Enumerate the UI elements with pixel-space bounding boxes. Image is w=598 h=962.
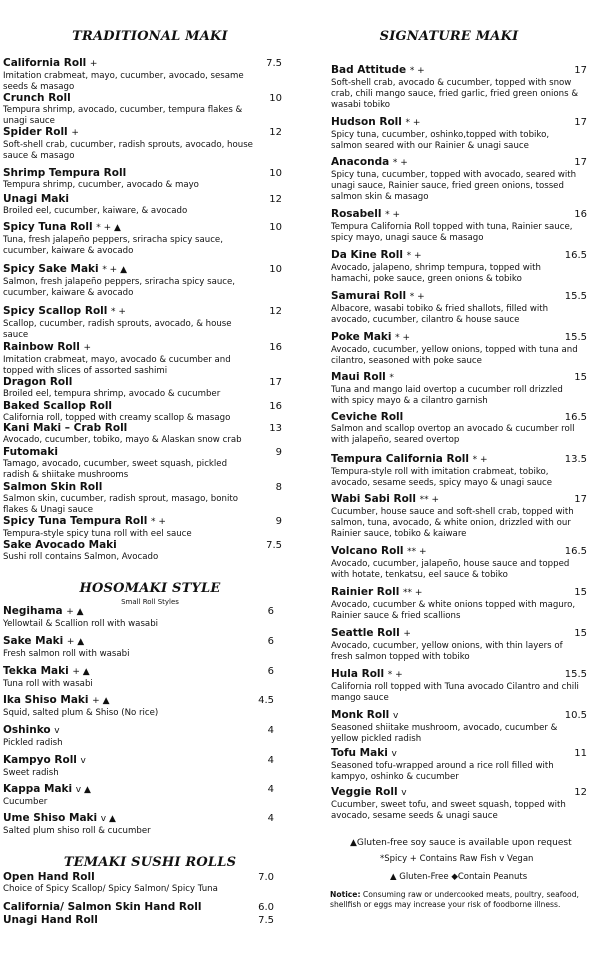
signature-item-seattle-roll <box>331 627 581 663</box>
item-price: 17 <box>574 65 587 76</box>
legend-line-1: *Spicy + Contains Raw Fish v Vegan <box>380 854 534 864</box>
item-name-text: Anaconda <box>331 156 390 168</box>
item-price: 6 <box>267 606 274 617</box>
item-description: Sweet radish <box>3 768 59 778</box>
temaki-heading: TEMAKI SUSHI ROLLS <box>63 855 237 870</box>
item-name <box>331 331 581 345</box>
item-name <box>331 116 581 130</box>
signature-item-poke-maki <box>331 331 581 367</box>
item-name <box>3 446 253 459</box>
item-name-text: Spicy Tuna Tempura Roll <box>3 515 148 527</box>
hosomaki-item-tekka-maki <box>3 665 253 690</box>
item-name <box>331 64 581 78</box>
item-price: 6 <box>267 636 274 647</box>
signature-item-veggie-roll <box>331 786 581 822</box>
item-description: Avocado, cucumber, tobiko, mayo & Alaskan snow crab <box>3 435 242 445</box>
item-description: Avocado, cucumber, yellow onions, topped with tuna and cilantro, seasoned with poke sauce <box>331 345 578 366</box>
item-name-text: Open Hand Roll <box>3 871 95 883</box>
item-name-text: Ume Shiso Maki <box>3 812 98 824</box>
legend-line-2: ▲ Gluten-Free ◆Contain Peanuts <box>390 872 528 882</box>
signature-maki-heading: SIGNATURE MAKI <box>379 29 519 44</box>
traditional-item-crunch-roll <box>3 92 253 127</box>
item-name-text: Spider Roll <box>3 126 68 138</box>
item-symbols: * + <box>111 307 126 317</box>
item-price: 10 <box>269 93 282 104</box>
item-price: 16.5 <box>564 412 587 423</box>
item-price: 7.5 <box>266 540 282 551</box>
item-description: Albacore, wasabi tobiko & fried shallots, filled with avocado, cucumber, cilantro & house sauce <box>331 304 549 325</box>
item-name <box>3 754 253 768</box>
traditional-item-unagi-maki <box>3 193 253 217</box>
item-price: 10 <box>269 222 282 233</box>
hosomaki-subtitle: Small Roll Styles <box>121 598 179 606</box>
item-symbols: * + <box>395 333 411 343</box>
item-name-text: Salmon Skin Roll <box>3 481 103 493</box>
traditional-maki-heading: TRADITIONAL MAKI <box>72 29 228 44</box>
item-symbols: * <box>389 373 394 383</box>
item-name-text: Kampyo Roll <box>3 754 77 766</box>
item-name-text: Kani Maki – Crab Roll <box>3 422 128 434</box>
item-name-text: Futomaki <box>3 446 58 458</box>
item-symbols: * + <box>409 292 425 302</box>
item-name-text: Tekka Maki <box>3 665 69 677</box>
temaki-item-unagi-hand-roll <box>3 914 258 927</box>
item-name-text: Hula Roll <box>331 668 385 680</box>
traditional-item-dragon-roll <box>3 376 253 400</box>
item-description: Imitation crabmeat, mayo, avocado & cucumber and topped with slices of assorted sashimi <box>3 355 231 376</box>
item-name-text: Tofu Maki <box>331 747 388 759</box>
item-name <box>3 724 253 738</box>
item-symbols: + ▲ <box>66 607 84 617</box>
item-name <box>3 422 253 435</box>
item-name <box>331 786 581 800</box>
hosomaki-item-ika-shiso-maki <box>3 694 253 719</box>
hosomaki-item-kappa-maki <box>3 783 253 808</box>
item-name <box>331 156 581 170</box>
item-description: Tuna and mango laid overtop a cucumber roll drizzled with spicy mayo & a cilantro garnish <box>331 385 563 406</box>
item-price: 16.5 <box>564 546 587 557</box>
signature-item-maui-roll <box>331 371 581 407</box>
item-symbols: ** + <box>419 495 440 505</box>
signature-item-bad-attitude <box>331 64 581 111</box>
item-symbols: * + <box>385 210 401 220</box>
item-name <box>331 747 581 761</box>
item-name <box>3 263 253 277</box>
traditional-item-sake-avocado-maki <box>3 539 253 563</box>
item-symbols: + <box>403 629 411 639</box>
item-name-text: Negihama <box>3 605 63 617</box>
notice-text: Consuming raw or undercooked meats, poultry, seafood, shellfish or eggs may increase your risk of foodborne illness. <box>330 890 579 909</box>
item-name-text: Dragon Roll <box>3 376 73 388</box>
item-name <box>3 665 253 679</box>
item-symbols: ** + <box>402 588 423 598</box>
item-name <box>331 668 581 682</box>
signature-item-ceviche-roll <box>331 411 581 446</box>
item-name <box>3 341 253 355</box>
item-description: Pickled radish <box>3 738 63 748</box>
item-description: Tuna roll with wasabi <box>3 679 93 689</box>
item-price: 17 <box>574 494 587 505</box>
item-description: Avocado, cucumber & white onions topped with maguro, Rainier sauce & fried scallions <box>331 600 576 621</box>
item-description: Tamago, avocado, cucumber, sweet squash, pickled radish & shiitake mushrooms <box>3 459 228 480</box>
item-price: 8 <box>275 482 282 493</box>
item-name-text: Sake Maki <box>3 635 64 647</box>
item-description: Salmon skin, cucumber, radish sprout, masago, bonito flakes & Unagi sauce <box>3 494 238 515</box>
item-price: 15.5 <box>564 669 587 680</box>
item-price: 12 <box>269 127 282 138</box>
item-name <box>3 901 258 914</box>
signature-item-wabi-sabi-roll <box>331 493 581 540</box>
item-description: Sushi roll contains Salmon, Avocado <box>3 552 159 562</box>
item-name-text: California/ Salmon Skin Hand Roll <box>3 901 202 913</box>
traditional-item-shrimp-tempura-roll <box>3 167 253 191</box>
item-name-text: Samurai Roll <box>331 290 407 302</box>
item-symbols: + ▲ <box>92 696 110 706</box>
item-price: 15 <box>574 372 587 383</box>
item-name-text: Poke Maki <box>331 331 392 343</box>
item-description: Tempura-style roll with imitation crabmeat, tobiko, avocado, sesame seeds, spicy mayo & unagi sauce <box>331 467 553 488</box>
item-name-text: Da Kine Roll <box>331 249 403 261</box>
item-description: Avocado, cucumber, jalapeño, house sauce and topped with hotate, tenkatsu, eel sauce & tobiko <box>331 559 570 580</box>
item-price: 15 <box>574 628 587 639</box>
item-symbols: + <box>71 128 79 138</box>
item-symbols: * + <box>409 66 425 76</box>
item-price: 7.5 <box>266 58 282 69</box>
item-name <box>3 57 253 71</box>
traditional-item-spicy-tuna-roll <box>3 221 253 257</box>
item-name-text: Spicy Sake Maki <box>3 263 99 275</box>
signature-item-anaconda <box>331 156 581 203</box>
item-price: 10 <box>269 168 282 179</box>
item-name <box>3 635 253 649</box>
item-price: 16 <box>574 209 587 220</box>
item-price: 7.5 <box>258 915 274 926</box>
item-price: 12 <box>269 194 282 205</box>
item-description: Avocado, jalapeno, shrimp tempura, topped with hamachi, poke sauce, green onions & tobiko <box>331 263 541 284</box>
item-price: 16.5 <box>564 250 587 261</box>
item-price: 15.5 <box>564 291 587 302</box>
hosomaki-item-oshinko <box>3 724 253 749</box>
item-name <box>3 126 253 140</box>
item-name <box>331 586 581 600</box>
item-name-text: Ceviche Roll <box>331 411 404 423</box>
item-symbols: + <box>83 343 92 353</box>
item-name <box>331 290 581 304</box>
item-price: 15.5 <box>564 332 587 343</box>
item-description: Seasoned shiitake mushroom, avocado, cucumber & yellow pickled radish <box>331 723 558 744</box>
item-name <box>331 371 581 385</box>
item-name <box>3 221 253 235</box>
item-price: 16 <box>269 342 282 353</box>
item-symbols: * + <box>405 118 421 128</box>
traditional-item-spider-roll <box>3 126 253 162</box>
item-price: 17 <box>269 377 282 388</box>
item-price: 4 <box>267 725 274 736</box>
item-name <box>3 193 253 206</box>
item-price: 6 <box>267 666 274 677</box>
item-price: 10.5 <box>564 710 587 721</box>
item-name <box>331 208 581 222</box>
item-price: 16 <box>269 401 282 412</box>
item-symbols: + ▲ <box>66 637 85 647</box>
item-name <box>3 92 253 105</box>
signature-item-da-kine-roll <box>331 249 581 285</box>
item-name <box>3 539 253 552</box>
item-name <box>3 376 253 389</box>
item-description: Cucumber <box>3 797 48 807</box>
hosomaki-item-sake-maki <box>3 635 253 660</box>
item-name <box>3 481 253 494</box>
temaki-item-open-hand-roll <box>3 871 258 895</box>
item-symbols: * + <box>472 455 488 465</box>
item-price: 4.5 <box>258 695 274 706</box>
hosomaki-item-negihama <box>3 605 253 630</box>
item-description: Cucumber, sweet tofu, and sweet squash, topped with avocado, sesame seeds & unagi sauce <box>331 800 566 821</box>
item-price: 9 <box>275 516 282 527</box>
item-name <box>3 305 253 319</box>
item-symbols: v ▲ <box>75 785 91 795</box>
item-name <box>3 167 253 180</box>
item-price: 9 <box>275 447 282 458</box>
gluten-free-note: ▲Gluten-free soy sauce is available upon request <box>350 838 572 848</box>
item-name-text: Rosabell <box>331 208 382 220</box>
item-name <box>3 914 258 927</box>
item-description: Tuna, fresh jalapeño peppers, sriracha spicy sauce, cucumber, kaiware & avocado <box>3 235 223 256</box>
item-name-text: Rainier Roll <box>331 586 400 598</box>
item-description: Tempura shrimp, avocado, cucumber, tempura flakes & unagi sauce <box>3 105 243 126</box>
item-symbols: v <box>401 788 407 798</box>
item-name-text: Bad Attitude <box>331 64 407 76</box>
item-symbols: + ▲ <box>72 667 90 677</box>
item-price: 17 <box>574 157 587 168</box>
item-price: 13.5 <box>564 454 587 465</box>
signature-item-hudson-roll <box>331 116 581 152</box>
temaki-item-california-salmon-skin-hand-roll <box>3 901 258 914</box>
traditional-item-spicy-tuna-tempura-roll <box>3 515 253 540</box>
item-name <box>331 453 581 467</box>
traditional-item-salmon-skin-roll <box>3 481 253 516</box>
item-description: California roll topped with Tuna avocado Cilantro and chili mango sauce <box>331 682 579 703</box>
item-name-text: Veggie Roll <box>331 786 398 798</box>
item-symbols: v <box>391 749 397 759</box>
item-name <box>331 411 581 424</box>
item-description: Avocado, cucumber, yellow onions, with thin layers of fresh salmon topped with tobiko <box>331 641 563 662</box>
item-symbols: * + <box>392 158 408 168</box>
item-description: Salted plum shiso roll & cucumber <box>3 826 151 836</box>
traditional-item-california-roll <box>3 57 253 93</box>
traditional-item-kani-maki-crab-roll <box>3 422 253 446</box>
item-name-text: Monk Roll <box>331 709 390 721</box>
traditional-item-rainbow-roll <box>3 341 253 377</box>
traditional-item-futomaki <box>3 446 253 481</box>
item-name <box>3 605 253 619</box>
traditional-item-baked-scallop-roll <box>3 400 253 424</box>
item-symbols: * + ▲ <box>96 223 121 233</box>
item-description: Tempura-style spicy tuna roll with eel sauce <box>3 529 192 539</box>
traditional-item-spicy-sake-maki <box>3 263 253 299</box>
item-name-text: Unagi Hand Roll <box>3 914 98 926</box>
item-name-text: Shrimp Tempura Roll <box>3 167 127 179</box>
item-name <box>3 871 258 884</box>
item-price: 4 <box>267 755 274 766</box>
item-description: Imitation crabmeat, mayo, cucumber, avocado, sesame seeds & masago <box>3 71 244 92</box>
item-description: Soft-shell crab, avocado & cucumber, topped with snow crab, chili mango sauce, fried garlic, fried green onions & wasabi tobiko <box>331 78 579 110</box>
item-price: 13 <box>269 423 282 434</box>
item-name-text: Spicy Tuna Roll <box>3 221 93 233</box>
item-description: Salmon and scallop overtop an avocado & cucumber roll with jalapeño, seared overtop <box>331 424 575 445</box>
item-description: Tempura California Roll topped with tuna, Rainier sauce, spicy mayo, unagi sauce & masago <box>331 222 573 243</box>
item-symbols: v ▲ <box>100 814 116 824</box>
item-name-text: Rainbow Roll <box>3 341 80 353</box>
item-symbols: * + ▲ <box>102 265 127 275</box>
hosomaki-item-kampyo-roll <box>3 754 253 779</box>
item-name-text: Tempura California Roll <box>331 453 470 465</box>
item-name <box>3 812 253 826</box>
item-description: Seasoned tofu-wrapped around a rice roll filled with kampyo, oshinko & cucumber <box>331 761 554 782</box>
item-price: 11 <box>574 748 587 759</box>
item-name-text: California Roll <box>3 57 87 69</box>
item-description: Salmon, fresh jalapeño peppers, sriracha spicy sauce, cucumber, kaiware & avocado <box>3 277 236 298</box>
signature-item-hula-roll <box>331 668 581 704</box>
item-name-text: Sake Avocado Maki <box>3 539 117 551</box>
item-price: 4 <box>267 784 274 795</box>
item-price: 6.0 <box>258 902 274 913</box>
signature-item-rosabell <box>331 208 581 244</box>
item-name <box>331 493 581 507</box>
notice-block <box>330 890 590 909</box>
item-description: Tempura shrimp, cucumber, avocado & mayo <box>3 180 199 190</box>
item-description: Choice of Spicy Scallop/ Spicy Salmon/ Spicy Tuna <box>3 884 218 894</box>
item-name-text: Maui Roll <box>331 371 386 383</box>
item-name-text: Oshinko <box>3 724 51 736</box>
item-name-text: Baked Scallop Roll <box>3 400 113 412</box>
notice-label: Notice: <box>330 890 361 899</box>
traditional-item-spicy-scallop-roll <box>3 305 253 341</box>
item-name-text: Crunch Roll <box>3 92 71 104</box>
item-symbols: v <box>80 756 86 766</box>
item-name <box>3 694 253 708</box>
item-description: Spicy tuna, cucumber, topped with avocado, seared with unagi sauce, Rainier sauce, fried green onions, tossed salmon skin & masago <box>331 170 577 202</box>
item-price: 12 <box>269 306 282 317</box>
item-description: Soft-shell crab, cucumber, radish sprouts, avocado, house sauce & masago <box>3 140 253 161</box>
item-description: Scallop, cucumber, radish sprouts, avocado, & house sauce <box>3 319 232 340</box>
item-symbols: * + <box>406 251 422 261</box>
item-symbols: ** + <box>407 547 427 557</box>
item-description: Spicy tuna, cucumber, oshinko,topped with tobiko, salmon seared with our Rainier & unagi sauce <box>331 130 550 151</box>
item-name <box>331 627 581 641</box>
item-name-text: Kappa Maki <box>3 783 73 795</box>
item-name-text: Hudson Roll <box>331 116 402 128</box>
item-description: Yellowtail & Scallion roll with wasabi <box>3 619 159 629</box>
item-description: Cucumber, house sauce and soft-shell crab, topped with salmon, tuna, avocado, & white onion, drizzled with our Rainier sauce, tobiko & kaiware <box>331 507 574 539</box>
item-price: 15 <box>574 587 587 598</box>
item-description: California roll, topped with creamy scallop & masago <box>3 413 231 423</box>
item-description: Broiled eel, tempura shrimp, avocado & cucumber <box>3 389 221 399</box>
item-name <box>3 400 253 413</box>
item-name <box>331 249 581 263</box>
item-symbols: + <box>89 59 98 69</box>
item-name <box>3 783 253 797</box>
item-symbols: v <box>392 711 399 721</box>
item-name-text: Wabi Sabi Roll <box>331 493 416 505</box>
hosomaki-heading: HOSOMAKI STYLE <box>79 581 221 596</box>
signature-item-volcano-roll <box>331 545 581 581</box>
hosomaki-item-ume-shiso-maki <box>3 812 253 837</box>
item-name-text: Spicy Scallop Roll <box>3 305 108 317</box>
item-price: 10 <box>269 264 282 275</box>
signature-item-monk-roll <box>331 709 581 745</box>
item-name-text: Ika Shiso Maki <box>3 694 89 706</box>
item-name-text: Seattle Roll <box>331 627 400 639</box>
item-symbols: * + <box>387 670 403 680</box>
item-name-text: Unagi Maki <box>3 193 69 205</box>
item-description: Fresh salmon roll with wasabi <box>3 649 130 659</box>
item-price: 7.0 <box>258 872 274 883</box>
item-price: 12 <box>574 787 587 798</box>
signature-item-rainier-roll <box>331 586 581 622</box>
signature-item-tofu-maki <box>331 747 581 783</box>
item-price: 4 <box>267 813 274 824</box>
item-name <box>3 515 253 529</box>
signature-item-tempura-california-roll <box>331 453 581 489</box>
item-name <box>331 709 581 723</box>
item-price: 17 <box>574 117 587 128</box>
item-name <box>331 545 581 559</box>
item-description: Squid, salted plum & Shiso (No rice) <box>3 708 159 718</box>
item-symbols: * + <box>151 517 166 527</box>
item-name-text: Volcano Roll <box>331 545 404 557</box>
item-description: Broiled eel, cucumber, kaiware, & avocado <box>3 206 188 216</box>
signature-item-samurai-roll <box>331 290 581 326</box>
item-symbols: v <box>54 726 60 736</box>
